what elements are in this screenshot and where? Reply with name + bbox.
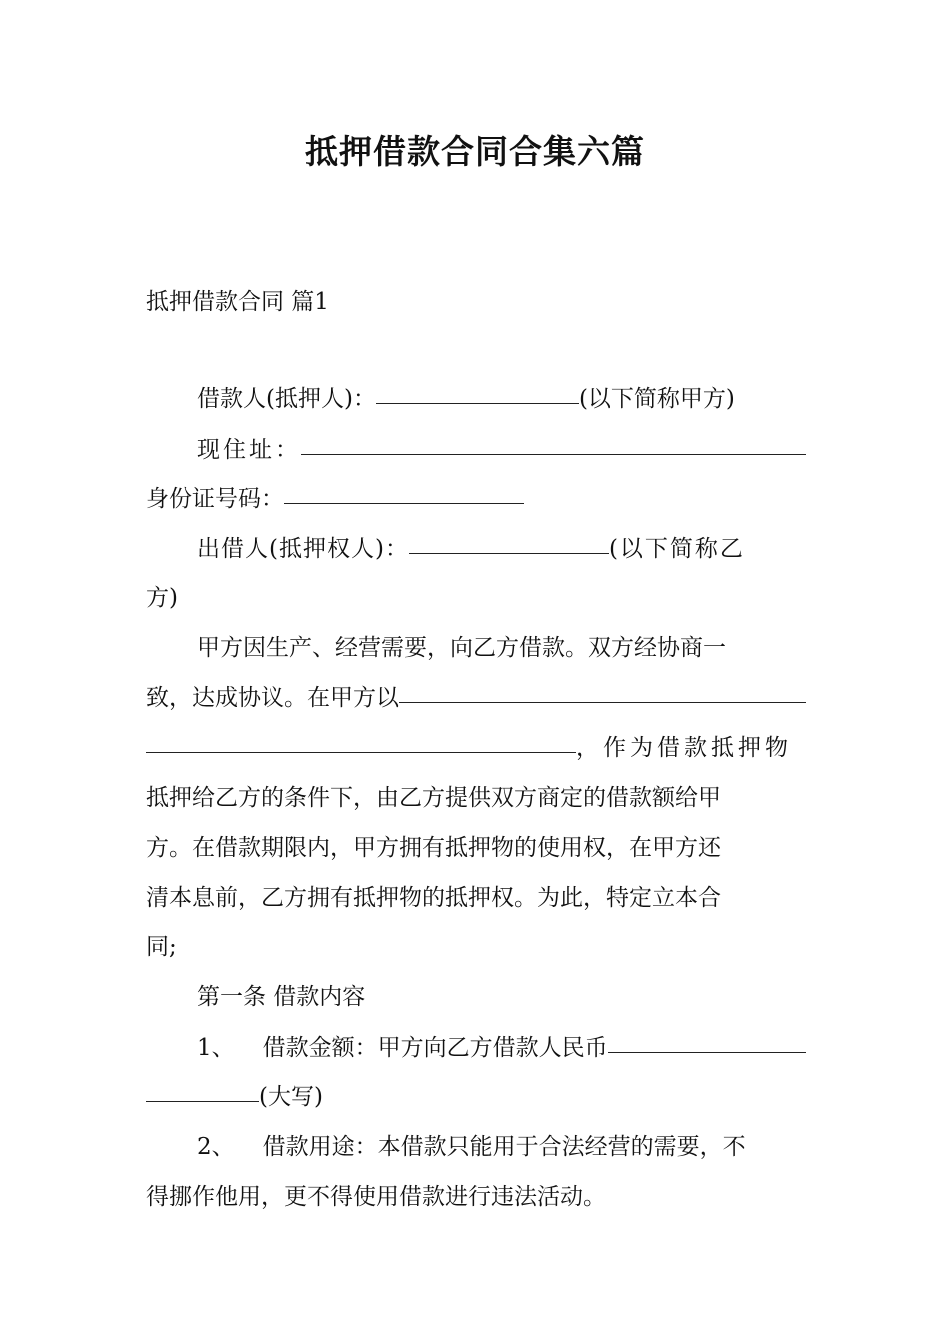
address-line (197, 434, 806, 466)
address-blank (301, 453, 806, 455)
para1-line2-text: 致，达成协议。在甲方以 (146, 685, 399, 711)
amount-blank-1 (608, 1051, 806, 1053)
para1-line4: 抵押给乙方的条件下，由乙方提供双方商定的借款额给甲 (146, 785, 721, 811)
item1-number: 1、 (197, 1035, 235, 1061)
para1-line1: 甲方因生产、经营需要，向乙方借款。双方经协商一 (197, 635, 726, 661)
item1-text: 借款金额：甲方向乙方借款人民币 (262, 1035, 608, 1061)
para1-line2 (146, 682, 806, 714)
id-label: 身份证号码： (146, 486, 284, 512)
lender-line (197, 533, 806, 565)
id-number-blank (284, 502, 524, 504)
address-label: 现住址： (197, 437, 301, 463)
item2-number: 2、 (197, 1134, 235, 1160)
para1-line7: 同; (146, 934, 177, 960)
lender-label: 出借人(抵押权人)： (197, 536, 409, 562)
borrower-suffix: (以下简称甲方) (578, 386, 735, 412)
lender-suffix-cont: 方) (146, 585, 178, 611)
collateral-blank-1 (399, 701, 806, 703)
item2-line1 (197, 1131, 806, 1163)
article1-heading: 第一条 借款内容 (197, 984, 366, 1010)
lender-suffix: (以下简称乙 (608, 536, 745, 562)
borrower-name-blank (376, 402, 579, 404)
document-title: 抵押借款合同合集六篇 (305, 132, 645, 171)
item2-line1-text: 借款用途：本借款只能用于合法经营的需要，不 (262, 1134, 746, 1160)
item2-line2: 得挪作他用，更不得使用借款进行违法活动。 (146, 1184, 606, 1210)
item1-line2 (146, 1081, 806, 1113)
borrower-line (197, 383, 806, 415)
collateral-blank-2 (146, 751, 576, 753)
section-heading: 抵押借款合同 篇1 (146, 289, 329, 315)
item1-suffix: (大写) (259, 1084, 323, 1110)
lender-suffix-cont-line (146, 582, 806, 614)
item1-line1 (197, 1032, 806, 1064)
amount-blank-2 (146, 1100, 259, 1102)
borrower-label: 借款人(抵押人)： (197, 386, 376, 412)
para1-line3 (146, 732, 806, 764)
para1-line3-text: ，作为借款抵押物 (576, 735, 792, 761)
para1-line5: 方。在借款期限内，甲方拥有抵押物的使用权，在甲方还 (146, 835, 721, 861)
id-number-line (146, 483, 806, 515)
lender-name-blank (409, 552, 609, 554)
para1-line6: 清本息前，乙方拥有抵押物的抵押权。为此，特定立本合 (146, 885, 721, 911)
